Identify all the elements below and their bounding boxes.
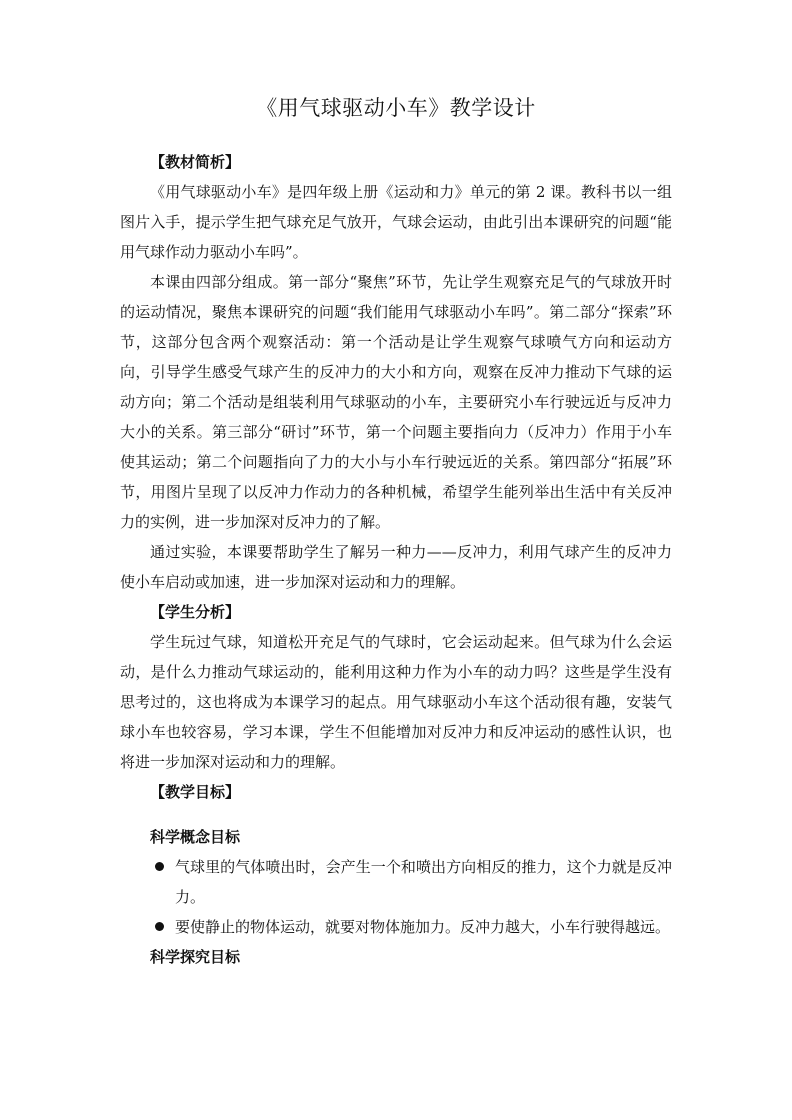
goal-text: 要使静止的物体运动，就要对物体施加力。反冲力越大，小车行驶得越远。 [175,918,671,936]
section-heading-teaching-goals: 【教学目标】 [150,783,241,801]
page-title: 《用气球驱动小车》教学设计 [256,96,536,120]
goal-text: 气球里的气体喷出时，会产生一个和喷出方向相反的推力，这个力就是反冲力。 [175,858,672,906]
list-item [120,912,672,942]
science-concept-goals-list [120,852,672,942]
textbook-analysis-paragraph-3: 通过实验，本课要帮助学生了解另一种力——反冲力，利用气球产生的反冲力使小车启动或加速，进一步加深对运动和力的理解。 [120,543,672,591]
science-inquiry-goals-heading: 科学探究目标 [150,948,241,966]
textbook-analysis-paragraph-2: 本课由四部分组成。第一部分“聚焦”环节，先让学生观察充足气的气球放开时的运动情况，聚焦本课研究的问题“我们能用气球驱动小车吗”。第二部分“探索”环节，这部分包含两个观察活动：第一个活动是让学生观察气球喷气方向和运动方向，引导学生感受气球产生的反冲力的大小和方向，观察在反冲力推动下气球的运动方向；第二个活动是组装利用气球驱动的小车，主要研究小车行驶远近与反冲力大小的关系。第三部分“研讨”环节，第一个问题主要指向力（反冲力）作用于小车使其运动；第二个问题指向了力的大小与小车行驶远近的关系。第四部分“拓展”环节，用图片呈现了以反冲力作动力的各种机械，希望学生能列举出生活中有关反冲力的实例，进一步加深对反冲力的了解。 [120,273,672,531]
science-concept-goals-heading: 科学概念目标 [150,828,241,846]
section-heading-textbook-analysis: 【教材简析】 [150,153,241,171]
bullet-icon [155,922,164,931]
section-heading-student-analysis: 【学生分析】 [150,603,241,621]
document-content [120,147,672,972]
textbook-analysis-paragraph-1: 《用气球驱动小车》是四年级上册《运动和力》单元的第 2 课。教科书以一组图片入手，提示学生把气球充足气放开，气球会运动，由此引出本课研究的问题“能用气球作动力驱动小车吗”。 [120,183,672,261]
list-item [120,852,672,912]
section-spacer [120,807,672,822]
student-analysis-paragraph-1: 学生玩过气球，知道松开充足气的气球时，它会运动起来。但气球为什么会运动，是什么力推动气球运动的，能利用这种力作为小车的动力吗？这些是学生没有思考过的，这也将成为本课学习的起点。用气球驱动小车这个活动很有趣，安装气球小车也较容易，学习本课，学生不但能增加对反冲力和反冲运动的感性认识，也将进一步加深对运动和力的理解。 [120,633,672,771]
bullet-icon [155,862,164,871]
